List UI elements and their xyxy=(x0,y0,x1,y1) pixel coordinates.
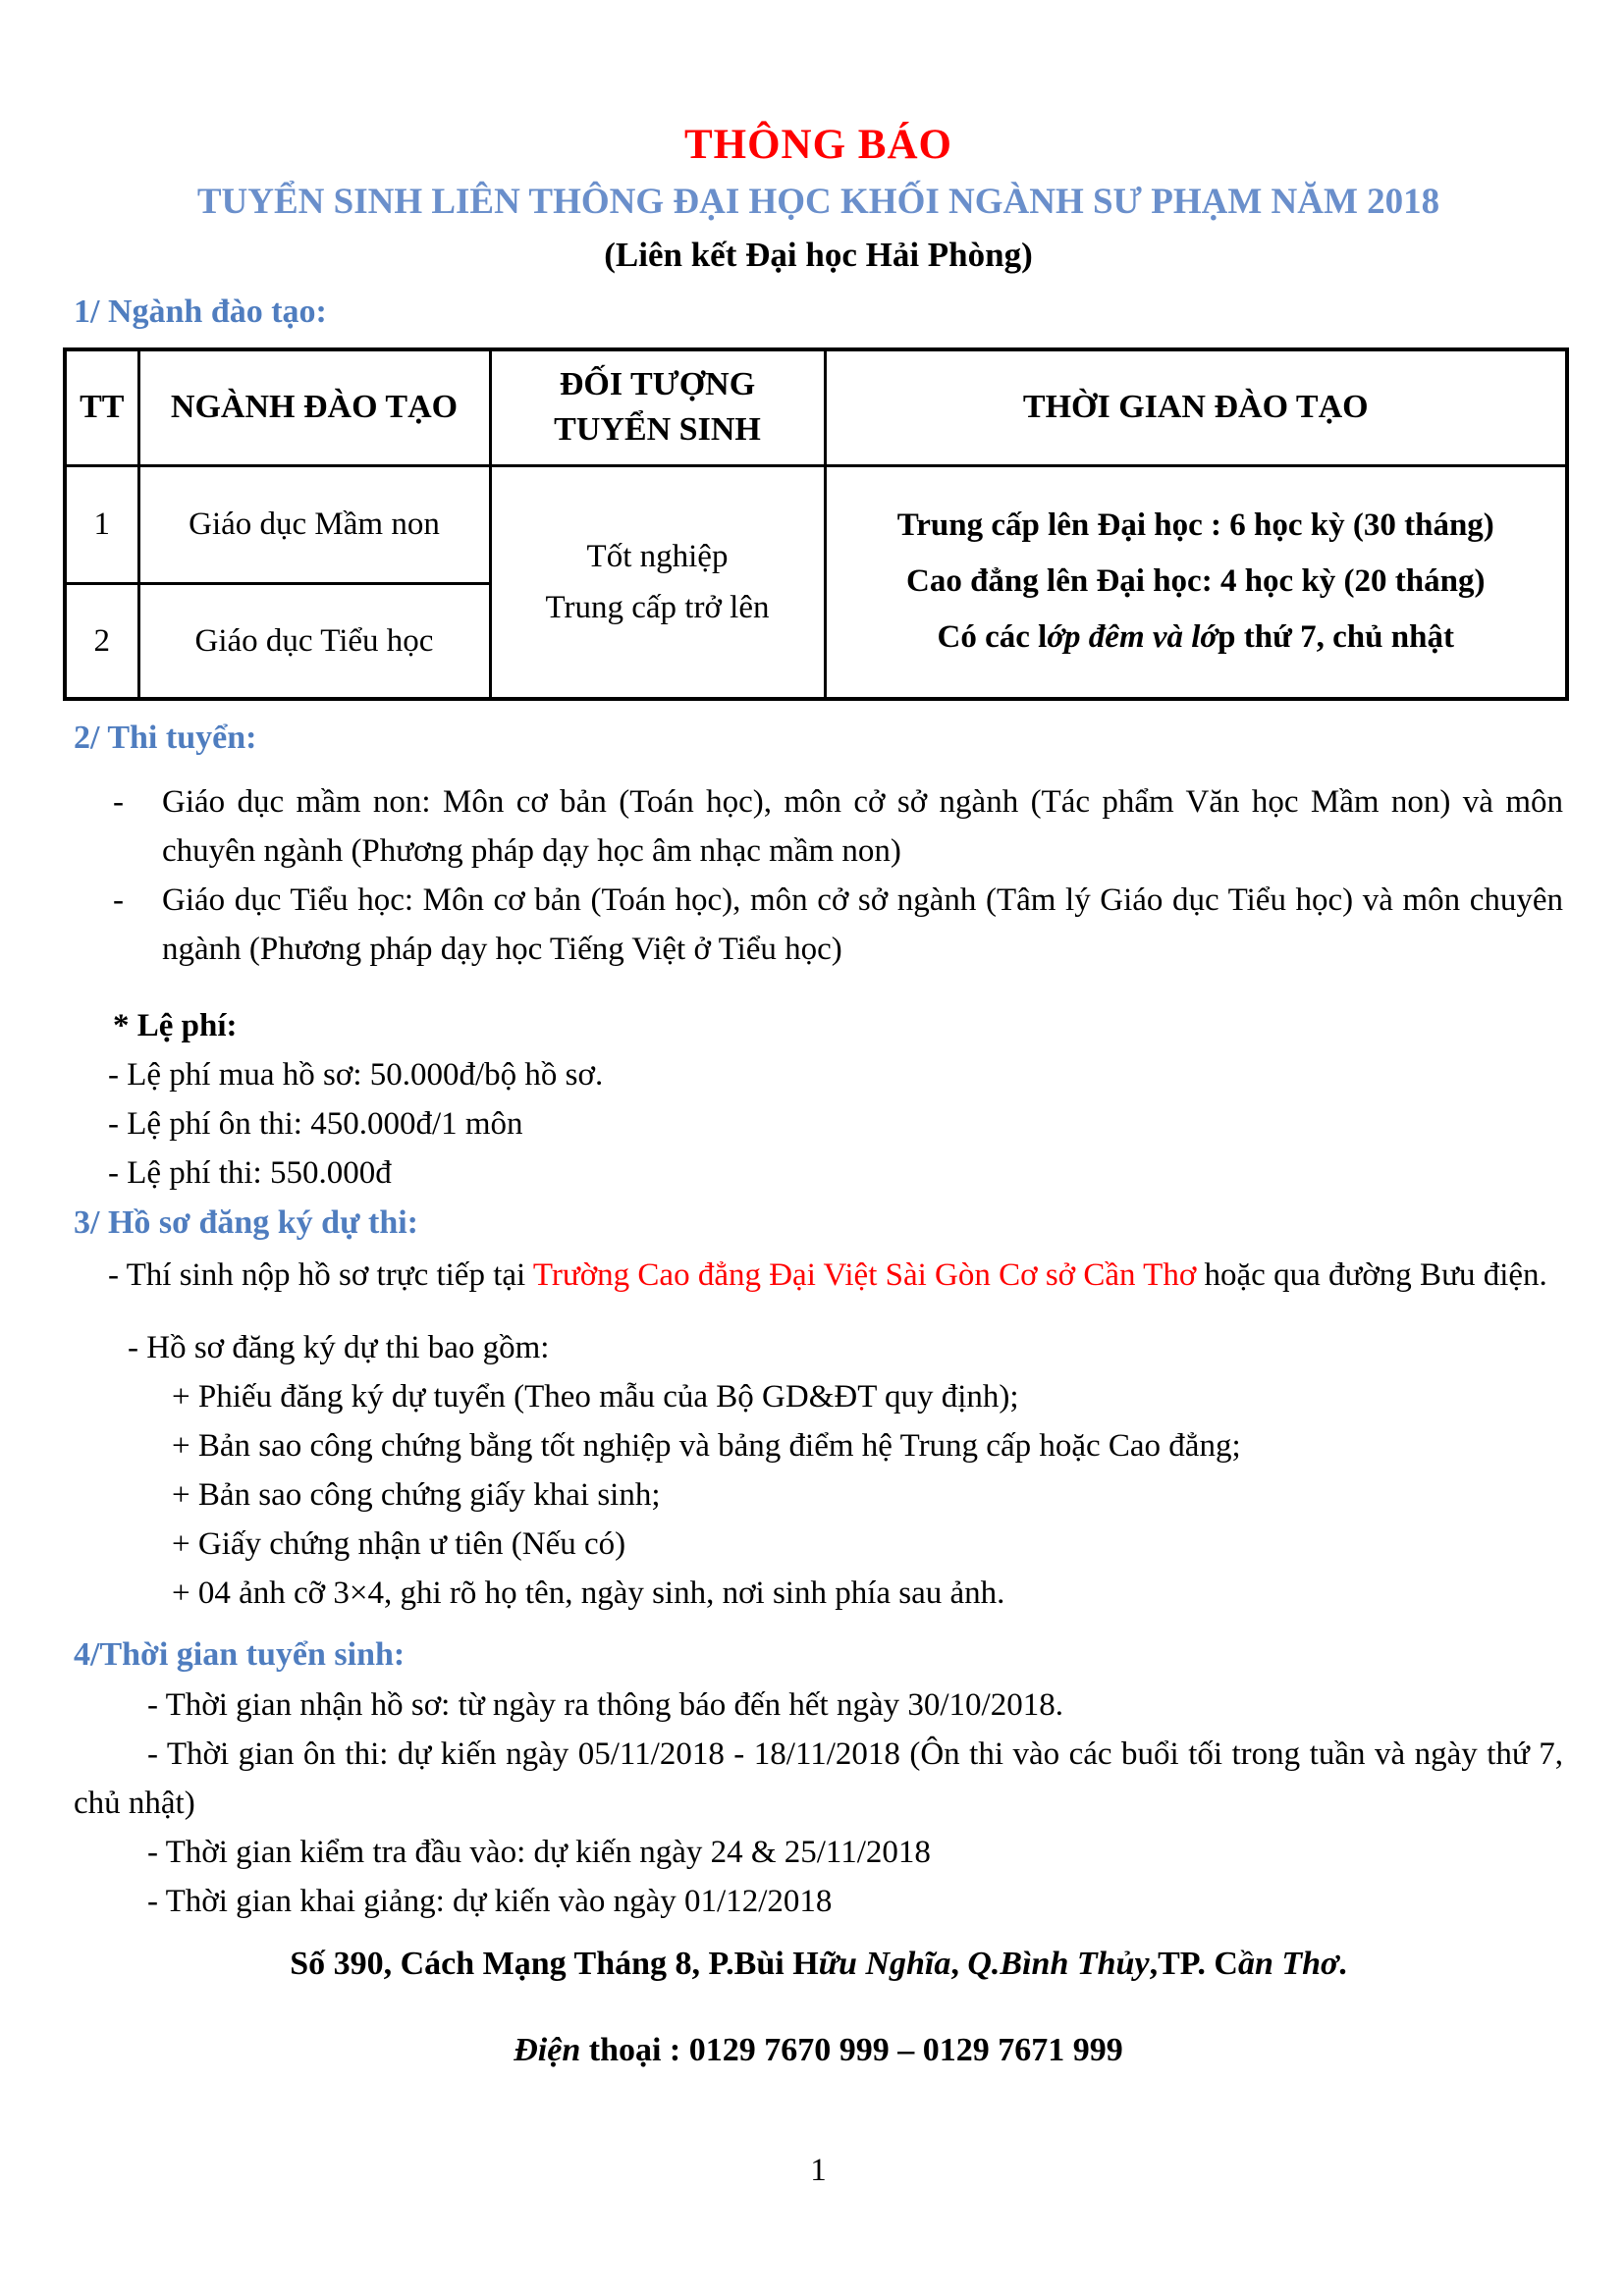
col-header-tt: TT xyxy=(65,349,138,465)
schedule-item-review: - Thời gian ôn thi: dự kiến ngày 05/11/2018 - 18/11/2018 (Ôn thi vào các buổi tối trong tuần và ngày thứ 7, chủ nhật) xyxy=(74,1736,1563,1821)
exam-subject-mamnon: Giáo dục mầm non: Môn cơ bản (Toán học), môn cở sở ngành (Tác phẩm Văn học Mầm non) và môn chuyên ngành (Phương pháp dạy học âm nhạc mầm non) xyxy=(162,784,1563,869)
list-item xyxy=(74,876,1563,974)
duration-line-3: Có các lớp đêm và lớp thứ 7, chủ nhật xyxy=(937,619,1454,656)
duration-line-1: Trung cấp lên Đại học : 6 học kỳ (30 tháng) xyxy=(896,507,1494,544)
address-line: Số 390, Cách Mạng Tháng 8, P.Bùi Hữu Nghĩa, Q.Bình Thủy,TP. Cần Thơ. xyxy=(290,1946,1347,1982)
affiliation-line: (Liên kết Đại học Hải Phòng) xyxy=(604,236,1033,274)
section3-heading: 3/ Hồ sơ đăng ký dự thi: xyxy=(74,1204,418,1241)
schedule-item-entry-test: - Thời gian kiểm tra đầu vào: dự kiến ngày 24 & 25/11/2018 xyxy=(147,1835,931,1870)
row2-number: 2 xyxy=(65,583,138,699)
eligibility-line-2: Trung cấp trở lên xyxy=(545,589,770,625)
dossier-intro: - Hồ sơ đăng ký dự thi bao gồm: xyxy=(128,1330,550,1365)
row1-major: Giáo dục Mầm non xyxy=(138,465,490,583)
col-header-thoi-gian: THỜI GIAN ĐÀO TẠO xyxy=(825,349,1567,465)
row2-major: Giáo dục Tiểu học xyxy=(138,583,490,699)
section2-heading: 2/ Thi tuyển: xyxy=(74,720,257,756)
schedule-item-receive: - Thời gian nhận hồ sơ: từ ngày ra thông báo đến hết ngày 30/10/2018. xyxy=(147,1687,1063,1723)
page-number: 1 xyxy=(810,2153,827,2188)
fee-item-review: - Lệ phí ôn thi: 450.000đ/1 môn xyxy=(108,1106,523,1142)
table-header-row xyxy=(65,349,1567,465)
bullet-dash: - xyxy=(113,882,124,918)
dossier-item-diploma: + Bản sao công chứng bằng tốt nghiệp và bảng điểm hệ Trung cấp hoặc Cao đẳng; xyxy=(172,1428,1241,1464)
bullet-dash: - xyxy=(113,784,124,820)
document-subtitle: TUYỂN SINH LIÊN THÔNG ĐẠI HỌC KHỐI NGÀNH SƯ PHẠM NĂM 2018 xyxy=(196,182,1440,222)
duration-cell xyxy=(825,465,1567,699)
exam-subject-tieuhoc: Giáo dục Tiểu học: Môn cơ bản (Toán học), môn cở sở ngành (Tâm lý Giáo dục Tiểu học) và môn chuyên ngành (Phương pháp dạy học Tiếng Việt ở Tiểu học) xyxy=(162,882,1563,967)
col-header-doi-tuong: ĐỐI TƯỢNG TUYỂN SINH xyxy=(490,349,825,465)
dossier-item-priority: + Giấy chứng nhận ư tiên (Nếu có) xyxy=(172,1526,626,1562)
fees-block xyxy=(74,1001,1563,1198)
eligibility-cell xyxy=(490,465,825,699)
section1-heading: 1/ Ngành đào tạo: xyxy=(74,294,327,330)
fees-heading: * Lệ phí: xyxy=(113,1008,238,1043)
exam-subjects-list xyxy=(74,777,1563,974)
fee-item-application: - Lệ phí mua hồ sơ: 50.000đ/bộ hồ sơ. xyxy=(108,1057,604,1093)
document-title: THÔNG BÁO xyxy=(683,122,952,168)
table-row xyxy=(65,465,1567,583)
row1-number: 1 xyxy=(65,465,138,583)
dossier-item-birth-cert: + Bản sao công chứng giấy khai sinh; xyxy=(172,1477,661,1513)
admission-table xyxy=(63,347,1569,701)
dossier-item-form: + Phiếu đăng ký dự tuyển (Theo mẫu của Bộ GD&ĐT quy định); xyxy=(172,1379,1019,1415)
duration-line-2: Cao đẳng lên Đại học: 4 học kỳ (20 tháng) xyxy=(906,563,1486,600)
list-item xyxy=(74,777,1563,876)
phone-line: Điện thoại : 0129 7670 999 – 0129 7671 999 xyxy=(514,2032,1123,2068)
eligibility-line-1: Tốt nghiệp xyxy=(586,538,729,574)
section4-heading: 4/Thời gian tuyển sinh: xyxy=(74,1636,406,1673)
col-header-nganh: NGÀNH ĐÀO TẠO xyxy=(138,349,490,465)
schedule-item-opening: - Thời gian khai giảng: dự kiến vào ngày 01/12/2018 xyxy=(147,1884,833,1919)
fee-item-exam: - Lệ phí thi: 550.000đ xyxy=(108,1155,392,1191)
dossier-item-photos: + 04 ảnh cỡ 3×4, ghi rõ họ tên, ngày sinh, nơi sinh phía sau ảnh. xyxy=(172,1575,1005,1611)
submission-paragraph: - Thí sinh nộp hồ sơ trực tiếp tại Trường Cao đẳng Đại Việt Sài Gòn Cơ sở Cần Thơ hoặc qua đường Bưu điện. xyxy=(108,1257,1547,1293)
